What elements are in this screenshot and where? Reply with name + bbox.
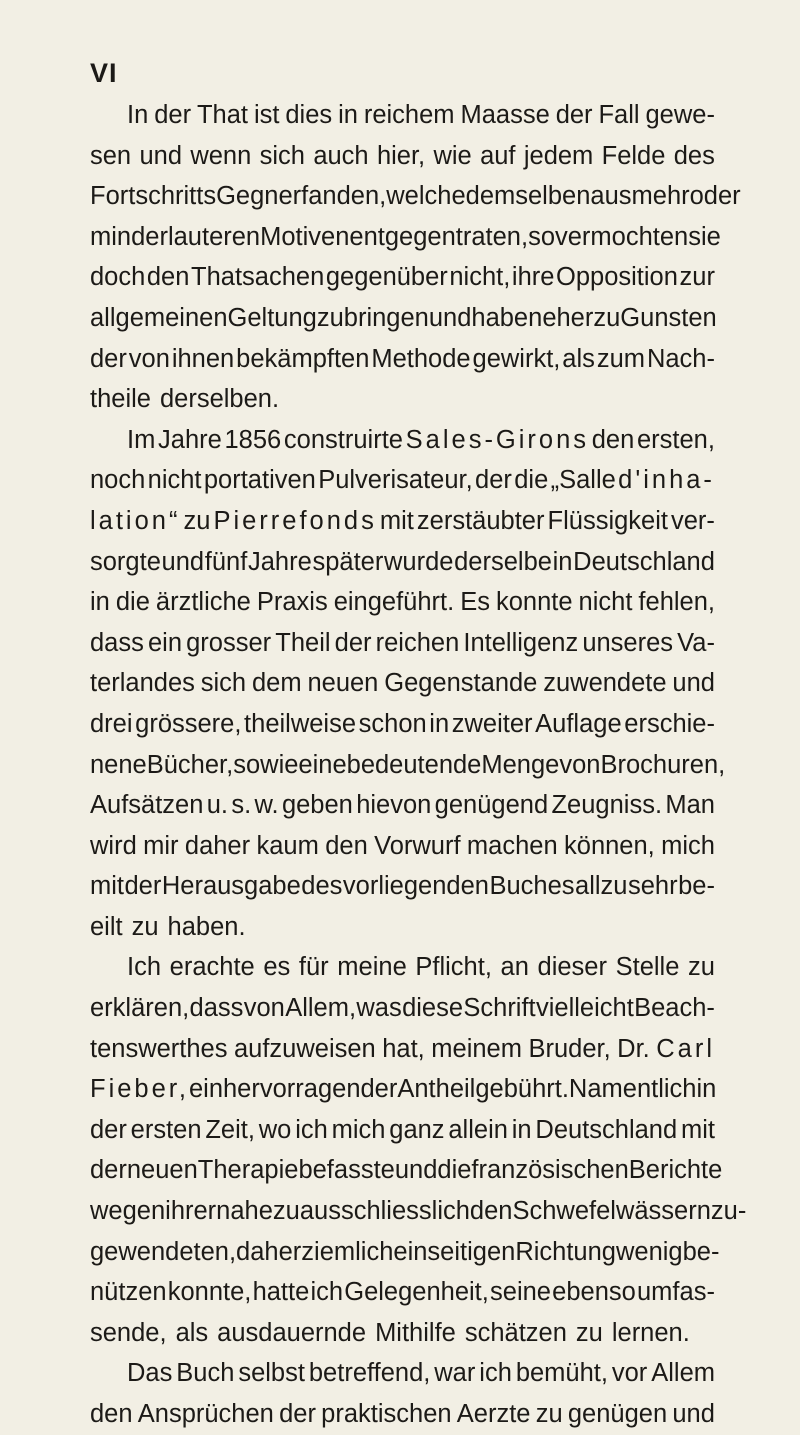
text-line: dass ein grosser Theil der reichen Intelligenz unseres Va- (90, 628, 715, 657)
text-line: allgemeinen Geltung zu bringen und haben eher zu Gunsten (90, 303, 717, 332)
text-line: erklären, dass von Allem, was diese Schrift vielleicht Beach- (90, 994, 715, 1023)
text-line: theile derselben. (90, 385, 280, 414)
paragraph (90, 420, 726, 948)
text-line: wird mir daher kaum den Vorwurf machen können, mich (90, 831, 715, 860)
text-line: wegen ihrer nahezu ausschliesslich den Schwefelwässern zu- (90, 1197, 747, 1226)
text-line: doch den Thatsachen gegenüber nicht, ihre Opposition zur (90, 263, 715, 292)
text-line: minder lauteren Motiven entgegentraten, so vermochten sie (90, 222, 721, 251)
text-line: mit der Herausgabe des vorliegenden Buches allzu sehr be- (90, 872, 715, 901)
text-line: drei grössere, theilweise schon in zweiter Auflage erschie- (90, 709, 715, 738)
text-line: der von ihnen bekämpften Methode gewirkt, als zum Nach- (90, 344, 715, 373)
text-line: sen und wenn sich auch hier, wie auf jedem Felde des (90, 141, 715, 170)
text-line: Ich erachte es für meine Pflicht, an dieser Stelle zu (127, 953, 715, 982)
paragraph (90, 947, 747, 1353)
text-line: terlandes sich dem neuen Gegenstande zuwendete und (90, 669, 715, 698)
text-line: sende, als ausdauernde Mithilfe schätzen zu lernen. (90, 1318, 690, 1347)
text-line: gewendeten, daher ziemlich einseitigen Richtung wenig be- (90, 1237, 720, 1266)
text-line: tenswerthes aufzuweisen hat, meinem Bruder, Dr. Carl (90, 1034, 715, 1063)
text-line: eilt zu haben. (90, 912, 246, 941)
text-line: der ersten Zeit, wo ich mich ganz allein in Deutschland mit (90, 1115, 715, 1144)
paragraph (90, 1353, 715, 1434)
text-line: der neuen Therapie befasste und die französischen Berichte (90, 1156, 723, 1185)
text-line: Das Buch selbst betreffend, war ich bemüht, vor Allem (127, 1359, 715, 1388)
paragraph (90, 95, 741, 420)
text-line: Fortschritts Gegner fanden, welche demselben aus mehr oder (90, 182, 741, 211)
text-line: Fieber, ein hervorragender Antheil gebührt. Namentlich in (90, 1075, 717, 1104)
text-line: den Ansprüchen der praktischen Aerzte zu genügen und (90, 1400, 715, 1428)
body-text (90, 95, 747, 1435)
text-line: lation“ zu Pierrefonds mit zerstäubter Flüssigkeit ver- (90, 506, 715, 535)
text-line: in die ärztliche Praxis eingeführt. Es konnte nicht fehlen, (90, 588, 715, 617)
text-line: nene Bücher, sowie eine bedeutende Menge von Brochuren, (90, 750, 726, 779)
text-line: sorgte und fünf Jahre später wurde derselbe in Deutschland (90, 547, 715, 576)
text-line: Aufsätzen u. s. w. geben hievon genügend Zeugniss. Man (90, 791, 715, 820)
text-line: In der That ist dies in reichem Maasse der Fall gewe- (127, 101, 715, 129)
text-line: nützen konnte, hatte ich Gelegenheit, seine ebenso umfas- (90, 1278, 715, 1307)
text-line: noch nicht portativen Pulverisateur, der die „Salle d'inha- (90, 466, 715, 495)
text-line: Im Jahre 1856 construirte Sales-Girons den ersten, (127, 425, 715, 454)
page-number: VI (90, 58, 118, 88)
